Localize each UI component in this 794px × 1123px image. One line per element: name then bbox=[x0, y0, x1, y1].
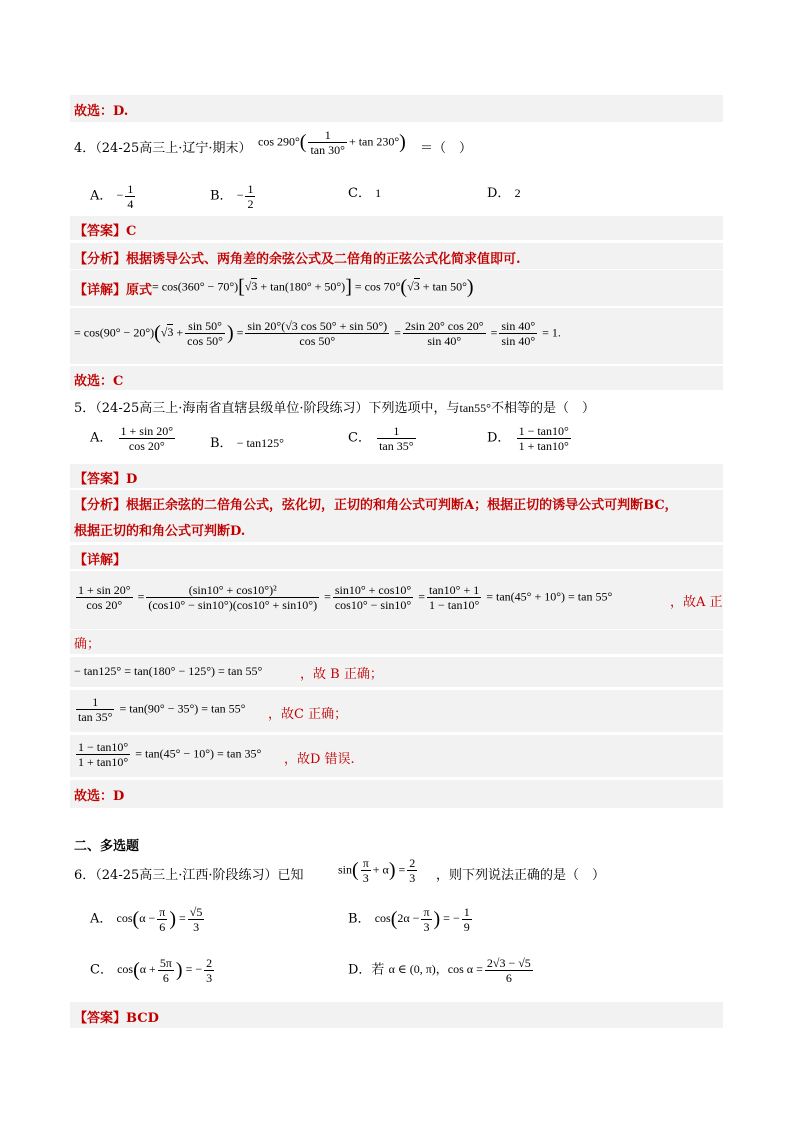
q5-option-c[interactable]: C． $\frac{1}{\tan 35^\circ}$ bbox=[348, 424, 414, 453]
q4-option-a-label: A． bbox=[90, 188, 113, 204]
q4-detail-row-2 bbox=[70, 308, 723, 364]
q4-option-c[interactable] bbox=[348, 182, 381, 201]
q5-option-a[interactable]: A． $\frac{1 + \sin 20^\circ}{\cos 20^\circ}$ bbox=[90, 424, 174, 453]
q4-detail-row bbox=[70, 270, 723, 306]
q5-detail-d-formula: $\frac{1 - \tan 10^\circ}{1 + \tan 10^\circ}$ = tan(45° − 10°) = tan 35° bbox=[78, 740, 262, 769]
q5-option-b[interactable] bbox=[210, 432, 284, 451]
q4-option-a[interactable]: A． − $\frac{1}{4}$ bbox=[90, 182, 134, 211]
q5-suffix: 不相等的是（ ） bbox=[490, 401, 595, 416]
q5-stem bbox=[70, 394, 723, 416]
q4-detail-formula-1: = cos(360° − 70°)[√3 + tan(180° + 50°)] = cos 70°(√3 + tan 50°) bbox=[152, 276, 474, 298]
q6-answer-tag: 【答案】 bbox=[74, 1011, 127, 1026]
q4-analysis-tag: 【分析】 bbox=[74, 252, 127, 267]
q5-conclusion: 故选：D bbox=[74, 789, 125, 804]
q4-option-d[interactable] bbox=[487, 182, 521, 201]
q5-answer-tag: 【答案】 bbox=[74, 472, 127, 487]
q5-note-a: ，故A 正 bbox=[670, 595, 723, 610]
q5-detail-a bbox=[70, 571, 723, 629]
q5-option-b-label: B． bbox=[210, 436, 233, 451]
q6-option-d[interactable]: D．若 α ∈ (0, π)，cos α = $\frac{2√3 - √5}{6}$ bbox=[348, 956, 531, 985]
q4-options bbox=[70, 172, 723, 211]
q6-answer: BCD bbox=[126, 1011, 159, 1026]
q5-note-a2: 确； bbox=[74, 637, 101, 652]
q5-analysis-line1: 根据正余弦的二倍角公式，弦化切，正切的和角公式可判断A；根据正切的诱导公式可判断BC， bbox=[126, 498, 678, 513]
q5-detail-b-formula: − tan125° = tan(180° − 125°) = tan 55° bbox=[74, 664, 263, 678]
q5-analysis-row bbox=[70, 490, 723, 542]
q4-option-b[interactable]: B． − $\frac{1}{2}$ bbox=[210, 182, 254, 211]
q5-options bbox=[70, 419, 723, 459]
q4-formula: cos 290°( $\frac{1}{\tan 30^\circ}$ + tan 230°) bbox=[258, 128, 406, 157]
q5-option-d[interactable]: D． $\frac{1 - \tan 10^\circ}{1 + \tan 10^\circ}$ bbox=[487, 424, 569, 453]
q4-option-d-label: D． bbox=[487, 186, 511, 201]
q6-option-a[interactable]: A． cos(α − $\frac{\pi}{6}$ ) = $\frac{√5}{3}$ bbox=[90, 905, 203, 934]
q5-detail-row bbox=[70, 545, 723, 569]
q4-stem bbox=[70, 126, 723, 166]
q6-option-d-label: D．若 bbox=[348, 962, 385, 978]
section-2-title: 二、多选题 bbox=[74, 839, 140, 854]
q6-option-c-label: C． bbox=[90, 962, 113, 978]
q5-option-c-label: C． bbox=[348, 430, 371, 446]
q6-option-b-label: B． bbox=[348, 911, 371, 927]
q4-answer: C bbox=[126, 224, 137, 239]
q4-detail-start: 原式 bbox=[126, 283, 153, 298]
q6-option-c[interactable]: C． cos(α + $\frac{5\pi}{6}$ ) = − $\frac{2}{3}$ bbox=[90, 956, 213, 985]
q6-suffix: ，则下列说法正确的是（ ） bbox=[436, 868, 606, 883]
q5-option-b-value: − tan125° bbox=[236, 436, 284, 450]
q5-detail-a-formula: $\frac{1 + \sin 20^\circ}{\cos 20^\circ}$ = $\frac{\text{(sin10° + cos10°)²}}{(\cos 10^\circ - \sin 10^\circ)(\cos 10^\circ + \sin 10^\circ)}$ = $\frac{\sin 10^\circ + \cos 10^\circ}{\cos 10^\circ - \sin 10^\circ}$ = $\frac{\tan 10^\circ + 1}{1 - \tan 10^\circ}$ = tan(45° + 10°) = tan 55° bbox=[78, 583, 613, 612]
q5-detail-a2 bbox=[70, 630, 723, 654]
q6-option-b[interactable]: B． cos(2α − $\frac{\pi}{3}$ ) = − $\frac{1}{9}$ bbox=[348, 905, 470, 934]
q5-detail-tag: 【详解】 bbox=[74, 553, 127, 568]
q6-options-row2 bbox=[70, 950, 723, 994]
q4-conclusion-row bbox=[70, 366, 723, 390]
q5-analysis-line2: 根据正切的和角公式可判断D. bbox=[74, 524, 246, 539]
q4-stem-end: ＝（ ） bbox=[420, 141, 473, 156]
q6-prefix: 6．（24-25高三上·江西·阶段练习）已知 bbox=[74, 868, 304, 883]
q5-prefix: 5．（24-25高三上·海南省直辖县级单位·阶段练习）下列选项中，与 bbox=[74, 401, 460, 416]
q6-formula: sin( $\frac{\pi}{3}$ + α) = $\frac{2}{3}$ bbox=[338, 856, 416, 885]
q5-detail-d bbox=[70, 735, 723, 777]
prev-conclusion: 故选：D. bbox=[74, 104, 129, 119]
q5-option-d-label: D． bbox=[487, 430, 511, 446]
q6-stem bbox=[70, 855, 723, 891]
section-2-title-row bbox=[70, 833, 723, 855]
q5-note-b: ，故 B 正确； bbox=[300, 667, 383, 682]
q5-conclusion-row bbox=[70, 780, 723, 808]
q5-analysis-tag: 【分析】 bbox=[74, 498, 127, 513]
q5-option-a-label: A． bbox=[90, 430, 113, 446]
prev-conclusion-row bbox=[70, 95, 723, 122]
q4-analysis: 根据诱导公式、两角差的余弦公式及二倍角的正弦公式化简求值即可. bbox=[126, 252, 521, 267]
q5-note-c: ，故C 正确； bbox=[268, 707, 348, 722]
q6-option-a-label: A． bbox=[90, 911, 113, 927]
q5-mid: tan55° bbox=[459, 401, 491, 415]
q5-detail-c bbox=[70, 690, 723, 732]
q4-analysis-row bbox=[70, 243, 723, 269]
q4-conclusion: 故选：C bbox=[74, 374, 124, 389]
q4-option-d-value: 2 bbox=[514, 186, 521, 200]
q4-detail-tag: 【详解】 bbox=[74, 283, 127, 298]
q5-answer: D bbox=[126, 472, 138, 487]
q6-answer-row bbox=[70, 1002, 723, 1028]
q4-answer-tag: 【答案】 bbox=[74, 224, 127, 239]
q5-detail-b bbox=[70, 657, 723, 687]
q4-option-b-label: B． bbox=[210, 188, 233, 204]
q4-detail-formula-2: = cos(90° − 20°)(√3 + $\frac{\sin 50^\circ}{\cos 50^\circ}$ ) = $\frac{\sin 20^\circ(√3 \cos 50^\circ + \sin 50^\circ)}{\cos 50^\circ}$ = $\frac{2\sin 20^\circ \cos 20^\circ}{\sin 40^\circ}$ = $\frac{\sin 40^\circ}{\sin 40^\circ}$ = 1. bbox=[74, 319, 561, 348]
q5-answer-row bbox=[70, 464, 723, 488]
q4-option-c-label: C． bbox=[348, 186, 371, 201]
q4-answer-row bbox=[70, 216, 723, 240]
q5-note-d: ，故D 错误. bbox=[284, 752, 355, 767]
q4-prefix: 4．（24-25高三上·辽宁·期末） bbox=[74, 141, 252, 156]
q4-option-c-value: 1 bbox=[375, 186, 382, 200]
q5-detail-c-formula: $\frac{1}{\tan 35^\circ}$ = tan(90° − 35°) = tan 55° bbox=[78, 695, 246, 724]
q6-options-row1 bbox=[70, 900, 723, 942]
